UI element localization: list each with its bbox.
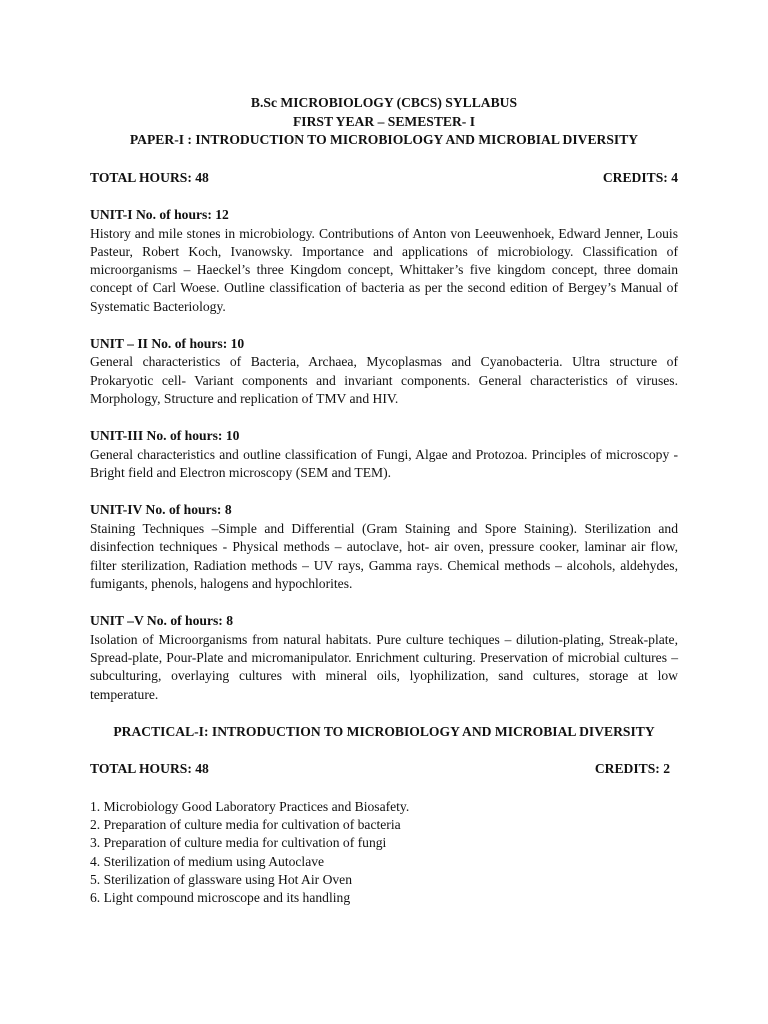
document-header xyxy=(90,94,678,150)
unit-section xyxy=(90,501,678,593)
paper-title: PAPER-I : INTRODUCTION TO MICROBIOLOGY AND MICROBIAL DIVERSITY xyxy=(129,132,639,147)
unit-title: UNIT-I No. of hours: 12 xyxy=(90,207,229,222)
list-item: 4. Sterilization of medium using Autoclave xyxy=(90,853,325,869)
syllabus-title: B.Sc MICROBIOLOGY (CBCS) SYLLABUS xyxy=(250,95,518,110)
unit-title: UNIT –V No. of hours: 8 xyxy=(90,613,234,629)
unit-section xyxy=(90,427,678,482)
unit-body: General characteristics of Bacteria, Archaea, Mycoplasmas and Cyanobacteria. Ultra structure of Prokaryotic cell- Variant components and invariant components. General characteristics of viruses. Morphology, Structure and replication of TMV and HIV. xyxy=(90,354,678,407)
unit-body: Staining Techniques –Simple and Differential (Gram Staining and Spore Staining). Sterilization and disinfection techniques - Physical methods – autoclave, hot- air oven, pressure cooker, laminar air flow, filter sterilization, Radiation methods – UV rays, Gamma rays. Chemical methods – alcohols, aldehydes, fumigants, phenols, halogens and hypochlorites. xyxy=(90,520,678,591)
list-item: 2. Preparation of culture media for cultivation of bacteria xyxy=(90,817,401,833)
practical-hours-credits xyxy=(90,760,678,779)
paper-credits: CREDITS: 4 xyxy=(602,169,678,185)
unit-title: UNIT-IV No. of hours: 8 xyxy=(90,502,232,518)
practical-title: PRACTICAL-I: INTRODUCTION TO MICROBIOLOGY AND MICROBIAL DIVERSITY xyxy=(113,723,655,739)
unit-section xyxy=(90,612,678,704)
unit-title: UNIT-III No. of hours: 10 xyxy=(90,428,240,444)
paper-total-hours: TOTAL HOURS: 48 xyxy=(90,169,209,185)
unit-section xyxy=(90,335,678,408)
list-item: 1. Microbiology Good Laboratory Practices and Biosafety. xyxy=(90,798,410,814)
unit-section xyxy=(90,206,678,316)
list-item: 5. Sterilization of glassware using Hot Air Oven xyxy=(90,872,353,888)
syllabus-page xyxy=(90,94,678,908)
unit-body: General characteristics and outline classification of Fungi, Algae and Protozoa. Principles of microscopy - Bright field and Electron microscopy (SEM and TEM). xyxy=(90,446,678,481)
list-item: 6. Light compound microscope and its handling xyxy=(90,890,351,906)
practical-total-hours: TOTAL HOURS: 48 xyxy=(90,761,209,777)
unit-body: History and mile stones in microbiology. Contributions of Anton von Leeuwenhoek, Edward Jenner, Louis Pasteur, Robert Koch, Ivanowsky. Importance and applications of microbiology. Classification of microorganisms – Haeckel’s three Kingdom concept, Whittaker’s five kingdom concept, three domain concept of Carl Woese. Outline classification of bacteria as per the second edition of Bergey’s Manual of Systematic Bacteriology. xyxy=(90,225,678,314)
list-item: 3. Preparation of culture media for cultivation of fungi xyxy=(90,835,387,851)
practical-credits: CREDITS: 2 xyxy=(594,761,670,777)
unit-body: Isolation of Microorganisms from natural habitats. Pure culture techiques – dilution-plating, Streak-plate, Spread-plate, Pour-Plate and micromanipulator. Enrichment culturing. Preservation of microbial cultures – subculturing, overlaying cultures with mineral oils, lyophilization, sand cultures, storage at low temperature. xyxy=(90,631,678,702)
unit-title: UNIT – II No. of hours: 10 xyxy=(90,335,245,351)
practical-list xyxy=(90,798,678,908)
year-semester: FIRST YEAR – SEMESTER- I xyxy=(292,113,476,129)
paper-hours-credits xyxy=(90,169,678,188)
